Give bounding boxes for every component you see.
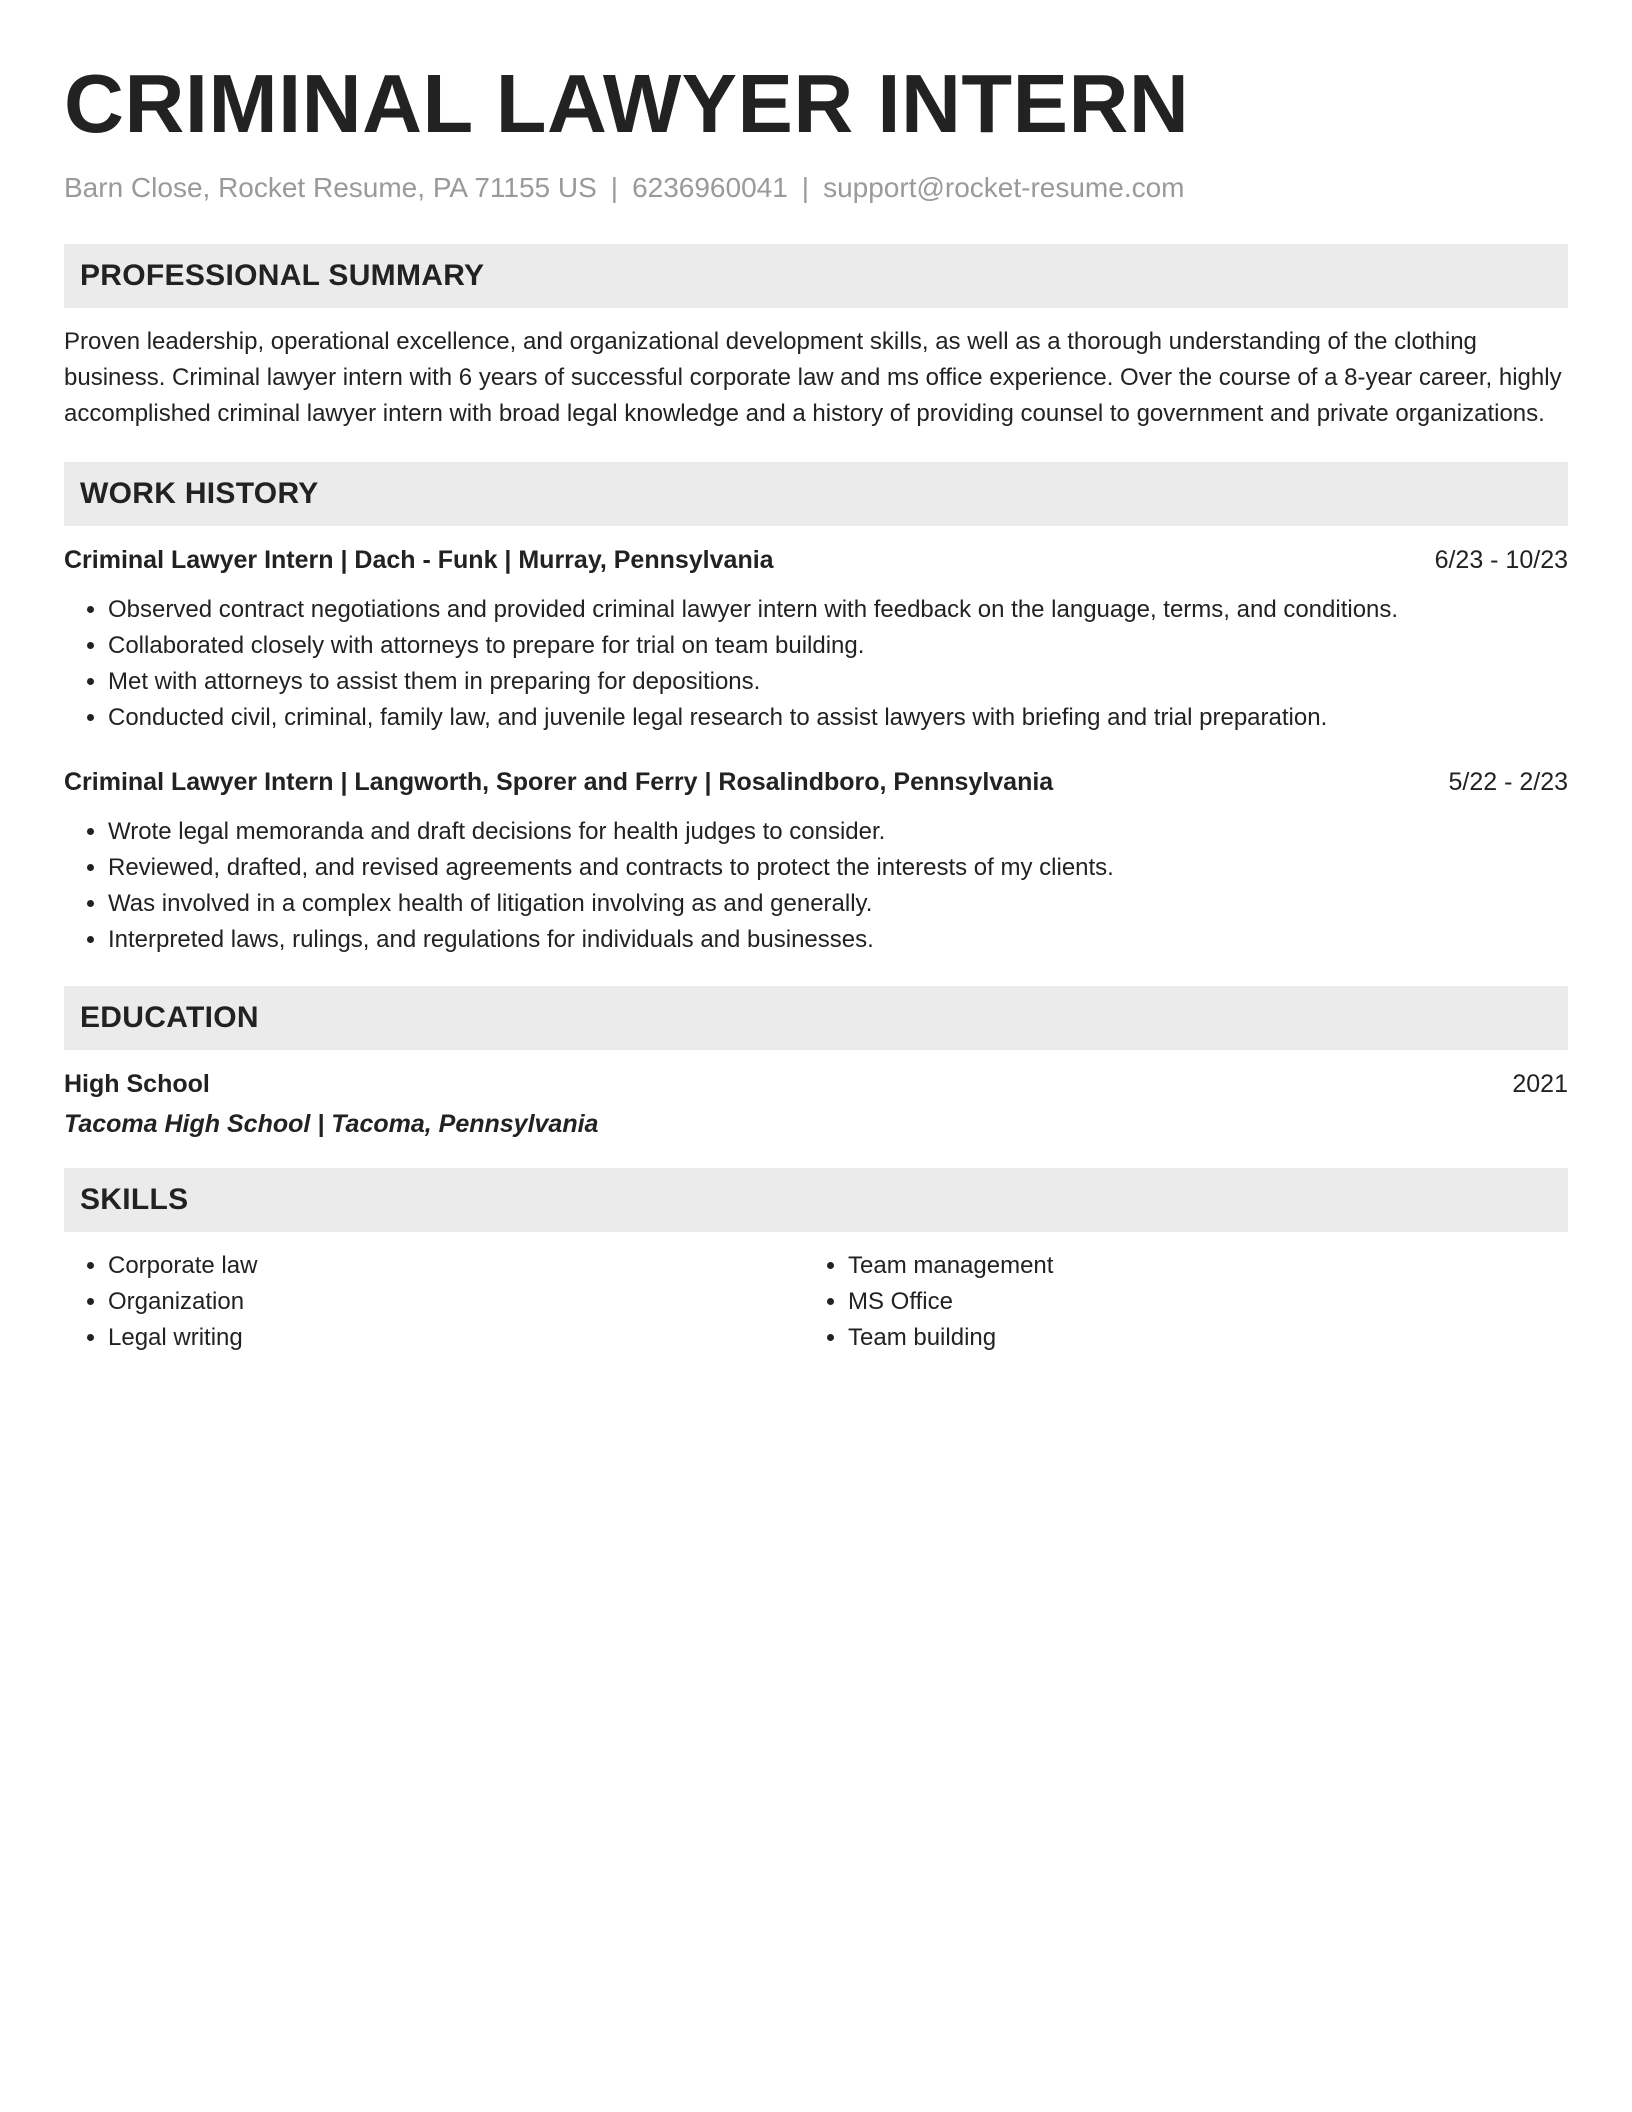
section-header-work-history: WORK HISTORY	[64, 462, 1568, 526]
job-heading: Criminal Lawyer Intern | Dach - Funk | Murray, Pennsylvania	[64, 546, 774, 574]
job-bullet: • Collaborated closely with attorneys to prepare for trial on team building.	[108, 628, 1568, 664]
job-entry	[64, 764, 1568, 958]
contact-line	[64, 170, 1568, 206]
education-year: 2021	[1512, 1070, 1568, 1098]
skill-item: • Team building	[848, 1320, 1544, 1356]
contact-separator: |	[801, 172, 810, 203]
contact-address: Barn Close, Rocket Resume, PA 71155 US	[64, 172, 597, 203]
education-header	[64, 1066, 1568, 1102]
job-bullet: • Conducted civil, criminal, family law, and juvenile legal research to assist lawyers with briefing and trial preparation.	[108, 700, 1568, 736]
job-dates: 6/23 - 10/23	[1434, 546, 1568, 574]
section-header-skills: SKILLS	[64, 1168, 1568, 1232]
job-bullet: • Interpreted laws, rulings, and regulations for individuals and businesses.	[108, 922, 1568, 958]
section-header-summary: PROFESSIONAL SUMMARY	[64, 244, 1568, 308]
skill-item: • Team management	[848, 1248, 1544, 1284]
contact-phone: 6236960041	[632, 172, 788, 203]
job-bullet: • Observed contract negotiations and provided criminal lawyer intern with feedback on the language, terms, and conditions.	[108, 592, 1568, 628]
section-header-education: EDUCATION	[64, 986, 1568, 1050]
job-heading: Criminal Lawyer Intern | Langworth, Sporer and Ferry | Rosalindboro, Pennsylvania	[64, 768, 1054, 796]
education-degree: High School	[64, 1070, 210, 1098]
job-bullet: • Was involved in a complex health of litigation involving as and generally.	[108, 886, 1568, 922]
skill-item: • MS Office	[848, 1284, 1544, 1320]
job-bullets	[64, 592, 1568, 736]
contact-email: support@rocket-resume.com	[823, 172, 1185, 203]
job-bullet: • Reviewed, drafted, and revised agreements and contracts to protect the interests of my clients.	[108, 850, 1568, 886]
job-bullet: • Wrote legal memoranda and draft decisions for health judges to consider.	[108, 814, 1568, 850]
job-entry	[64, 542, 1568, 736]
skills-list-right	[804, 1248, 1544, 1356]
skills-list-left	[64, 1248, 804, 1356]
skill-item: • Corporate law	[108, 1248, 804, 1284]
job-bullet: • Met with attorneys to assist them in preparing for depositions.	[108, 664, 1568, 700]
job-bullets	[64, 814, 1568, 958]
education-entry	[64, 1066, 1568, 1142]
contact-separator: |	[610, 172, 619, 203]
education-school: Tacoma High School | Tacoma, Pennsylvania	[64, 1110, 599, 1138]
job-header	[64, 764, 1568, 800]
job-header	[64, 542, 1568, 578]
summary-text: Proven leadership, operational excellence, and organizational development skills, as well as a thorough understanding of the clothing business. Criminal lawyer intern with 6 years of successful corporate law and ms office experience. Over the course of a 8-year career, highly accomplished criminal lawyer intern with broad legal knowledge and a history of providing counsel to government and private organizations.	[64, 328, 1562, 427]
skill-item: • Organization	[108, 1284, 804, 1320]
candidate-name: CRIMINAL LAWYER INTERN	[64, 57, 1190, 150]
skills-columns	[64, 1232, 1568, 1356]
skill-item: • Legal writing	[108, 1320, 804, 1356]
job-dates: 5/22 - 2/23	[1448, 768, 1568, 796]
